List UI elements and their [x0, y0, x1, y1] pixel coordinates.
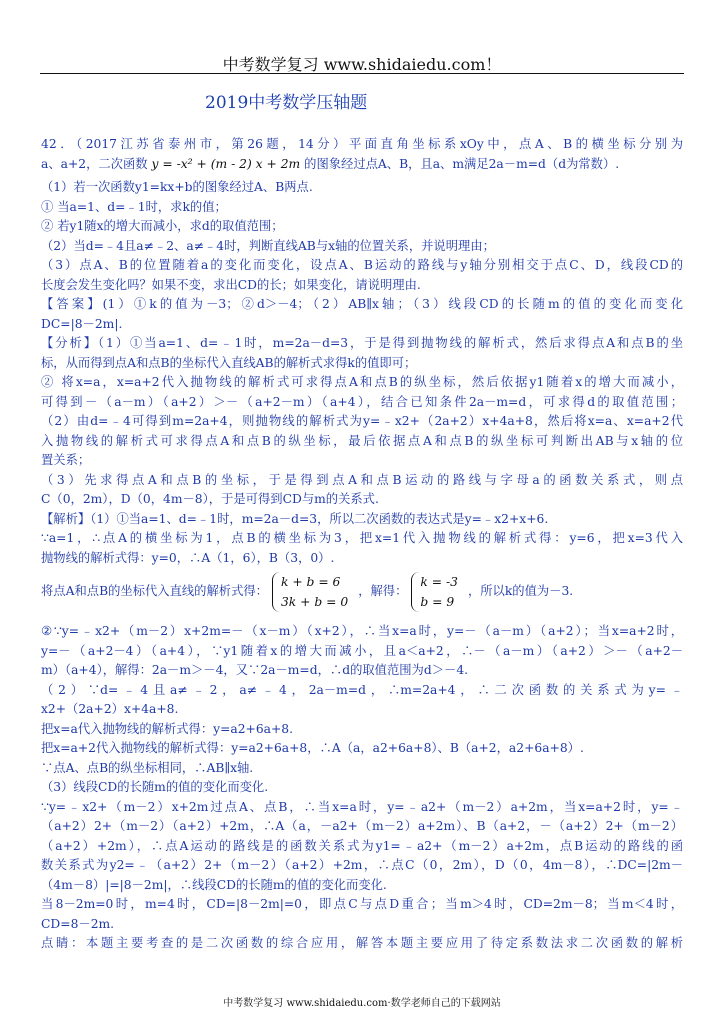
- solution-line: ∵点A、点B的纵坐标相同，∴AB∥x轴.: [41, 760, 254, 775]
- solution-line: m）（a+4），解得：2a－m＞－4，又∵2a－m=d，∴d的取值范围为d＞－4.: [41, 663, 469, 677]
- solution-line: x2+（2a+2）x+4a+8.: [41, 702, 179, 716]
- header-divider: [40, 73, 684, 74]
- solution-text: ，解得：: [358, 584, 408, 599]
- answer-line: DC=|8－2m|.: [41, 316, 123, 331]
- equation-row: k = -3: [420, 575, 458, 589]
- question-1: （1）若一次函数y1=kx+b的图象经过A、B两点.: [41, 180, 313, 194]
- solution-line: 数关系式为y2=﹣（a+2）2+（m－2）（a+2）+2m，∴点C（0，2m），D（0，4m－8），∴DC=|2m－: [41, 858, 683, 872]
- equation-row: b = 9: [420, 595, 455, 609]
- solution-text: 将点A和点B的坐标代入直线的解析式得：: [41, 584, 268, 599]
- solution-line: ②∵y=﹣x2+（m－2）x+2m=－（x－m）（x+2），∴当x=a时，y=－（a－m）（a+2）；当x=a+2时，: [41, 624, 683, 638]
- document-body: [41, 135, 683, 954]
- analysis-line: C（0，2m），D（0，4m－8），于是可得到CD与m的关系式.: [41, 492, 379, 506]
- solution-line: y=－（a+2－4）（a+4），∵y1随着x的增大而减小，且a＜a+2，∴－（a－m）（a+2）＞－（a+2－: [41, 643, 683, 658]
- equation-system-line: [41, 568, 683, 616]
- solution-line: 把x=a代入抛物线的解析式得：y=a2+6a+8.: [41, 721, 294, 736]
- comment-line: 点睛：本题主要考查的是二次函数的综合应用，解答本题主要应用了待定系数法求二次函数的解析: [41, 936, 683, 950]
- page-title: 2019中考数学压轴题: [205, 93, 368, 113]
- solution-system: [411, 572, 464, 612]
- equation-row: k + b = 6: [280, 575, 341, 589]
- equation-row: 3k + b = 0: [280, 595, 349, 609]
- problem-line: 42．（2017江苏省泰州市，第26题，14分）平面直角坐标系xOy中，点A、B的横坐标分别为: [41, 137, 683, 151]
- analysis-line: 标，从而得到点A和点B的坐标代入直线AB的解析式求得k的值即可；: [41, 355, 417, 370]
- problem-line-formula: [41, 155, 683, 175]
- analysis-line: 置关系；: [41, 453, 91, 467]
- question-3: （3）点A、B的位置随着a的变化而变化，设点A、B运动的路线与y轴分别相交于点C、D，线段CD的: [41, 258, 683, 272]
- problem-text: 的图象经过点A、B，且a、m满足2a－m=d（d为常数）.: [304, 156, 620, 171]
- solution-line: （3）线段CD的长随m的值的变化而变化.: [41, 780, 269, 794]
- page-footer: 中考数学复习 www.shidaiedu.com·数学老师自己的下载网站: [223, 998, 501, 1009]
- analysis-line: 可得到－（a－m）（a+2）＞－（a+2－m）（a+4），结合已知条件2a－m=d，可求得d的取值范围；: [41, 394, 683, 409]
- solution-line: ∵a=1，∴点A的横坐标为1，点B的横坐标为3，把x=1代入抛物线的解析式得：y=6，把x=3代入: [41, 531, 683, 545]
- equation-system: [272, 572, 354, 612]
- solution-line: 【解析】（1）①当a=1、d=﹣1时，m=2a－d=3，所以二次函数的表达式是y=﹣x2+x+6.: [41, 511, 549, 526]
- question-2: （2）当d=﹣4且a≠﹣2、a≠﹣4时，判断直线AB与x轴的位置关系，并说明理由；: [41, 238, 495, 253]
- solution-line: （a+2）2+（m－2）（a+2）+2m，∴A（a，－a2+（m－2）a+2m）、B（a+2，－（a+2）2+（m－2）: [41, 819, 683, 833]
- solution-line: （2）∵d=﹣4且a≠﹣2，a≠﹣4，2a－m=d，∴m=2a+4，∴二次函数的关系式为y=﹣: [41, 682, 683, 697]
- solution-line: （a+2）+2m），∴点A运动的路线是的函数关系式为y1=﹣a2+（m－2）a+2m，点B运动的路线的函: [41, 838, 683, 853]
- problem-text: a、a+2，二次函数: [41, 156, 148, 171]
- analysis-line: （3）先求得点A和点B的坐标，于是得到点A和点B运动的路线与字母a的函数关系式，则点: [41, 472, 683, 487]
- quadratic-formula: y = -x² + (m - 2) x + 2m: [151, 156, 301, 171]
- solution-line: ∵y=﹣x2+（m－2）x+2m过点A、点B，∴当x=a时，y=﹣a2+（m－2）a+2m，当x=a+2时，y=﹣: [41, 799, 683, 814]
- solution-line: 当8－2m=0时，m=4时，CD=|8－2m|=0，即点C与点D重合；当m＞4时，CD=2m－8；当m＜4时，: [41, 897, 683, 911]
- question-3-cont: 长度会发生变化吗？如果不变，求出CD的长；如果变化，请说明理由.: [41, 277, 421, 292]
- analysis-line: 【分析】（1）①当a=1、d=﹣1时，m=2a－d=3，于是得到抛物线的解析式，然后求得点A和点B的坐: [41, 336, 683, 350]
- answer-line: 【答案】(1）①k的值为－3；②d＞－4；（2）AB∥x轴；（3）线段CD的长随m的值的变化而变化: [41, 297, 683, 311]
- analysis-line: （2）由d=﹣4可得到m=2a+4，则抛物线的解析式为y=﹣x2+（2a+2）x+4a+8，然后将x=a、x=a+2代: [41, 414, 683, 428]
- solution-text: ，所以k的值为－3.: [467, 584, 574, 599]
- question-1a: ① 当a=1、d=﹣1时，求k的值；: [41, 199, 227, 214]
- solution-line: 把x=a+2代入抛物线的解析式得：y=a2+6a+8，∴A（a，a2+6a+8）、B（a+2，a2+6a+8）.: [41, 741, 584, 755]
- solution-line: CD=8－2m.: [41, 916, 115, 931]
- solution-line: （4m－8）|=|8－2m|，∴线段CD的长随m的值的变化而变化.: [41, 877, 387, 892]
- solution-line: 抛物线的解析式得：y=0，∴A（1，6），B（3，0）.: [41, 550, 335, 565]
- page-header: 中考数学复习 www.shidaiedu.com！: [222, 55, 502, 74]
- question-1b: ② 若y1随x的增大而减小，求d的取值范围；: [41, 219, 284, 233]
- analysis-line: 入抛物线的解析式可求得点A和点B的纵坐标，最后依据点A和点B的纵坐标可判断出AB与x轴的位: [41, 433, 683, 448]
- analysis-line: ② 将x=a，x=a+2代入抛物线的解析式可求得点A和点B的纵坐标，然后依据y1随着x的增大而减小，: [41, 375, 683, 389]
